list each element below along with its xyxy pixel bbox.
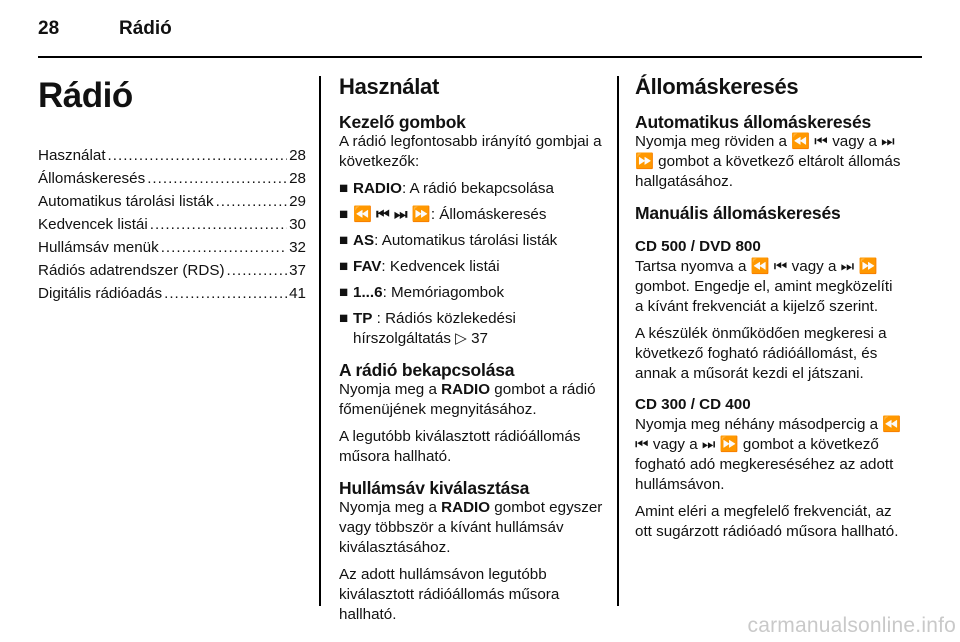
switch-on-heading: A rádió bekapcsolása [339,360,515,380]
cd300-heading: CD 300 / CD 400 [635,396,751,413]
toc-entry-page: 28 [289,170,306,187]
search-heading: Állomáskeresés [635,74,799,99]
control-key: ⏪ ⏮ ⏭ ⏩ [353,206,431,223]
auto-search-heading: Automatikus állomáskeresés [635,112,872,132]
cd500-paragraph: Tartsa nyomva a ⏪ ⏮ vagy a ⏭ ⏩ gombot. Engedje el, amint megközelíti a kívánt frekvenciát a kijelző szerint. [635,258,893,315]
toc-entry-label: Állomáskeresés [38,170,146,187]
cd500-note: A készülék önműködően megkeresi a következő fogható rádióállomást, és annak a műsorát kezdi el játszani. [635,325,887,382]
control-desc: : Automatikus tárolási listák [374,232,558,249]
toc-entry[interactable] [38,261,306,281]
chapter-title: Rádió [38,76,133,115]
toc-entry-page: 30 [289,216,306,233]
controls-heading: Kezelő gombok [339,112,466,132]
switch-on-note: A legutóbb kiválasztott rádióállomás műsora hallható. [339,428,581,465]
toc-entry[interactable] [38,146,306,166]
control-item [339,179,607,199]
bullet-icon: ■ [339,284,349,301]
band-paragraph: Nyomja meg a RADIO gombot egyszer vagy többször a kívánt hullámsáv kiválasztásához. [339,499,603,556]
toc-entry-label: Automatikus tárolási listák [38,193,214,210]
toc-entry[interactable] [38,238,306,258]
seek-forward-icon: ⏭ ⏩ [635,133,895,170]
page-number: 28 [38,18,60,39]
toc-leader-dots [150,215,287,235]
toc-leader-dots [108,146,288,166]
control-list [339,179,607,349]
search-column [635,72,905,549]
watermark: carmanualsonline.info [747,614,956,637]
toc-entry[interactable] [38,169,306,189]
toc-entry-page: 37 [289,262,306,279]
column-divider-left [319,76,321,606]
toc-entry-page: 28 [289,147,306,164]
usage-heading: Használat [339,74,440,99]
control-desc: : A rádió bekapcsolása [401,180,554,197]
bullet-icon: ■ [339,258,349,275]
toc-column [38,72,306,307]
cd300-paragraph: Nyomja meg néhány másodpercig a ⏪ ⏮ vagy a ⏭ ⏩ gombot a következő fogható adó megkereséséhez az adott hullámsávon. [635,416,902,493]
bullet-icon: ■ [339,232,349,249]
control-item [339,309,607,349]
seek-forward-icon: ⏭ ⏩ [701,436,739,453]
toc-entry[interactable] [38,192,306,212]
control-desc: : Rádiós közlekedési hírszolgáltatás [353,310,516,347]
toc-leader-dots [161,238,287,258]
control-key: FAV [353,258,382,275]
bullet-icon: ■ [339,310,349,327]
control-desc: : Kedvencek listái [381,258,500,275]
controls-intro: A rádió legfontosabb irányító gombjai a következők: [339,133,602,170]
toc-entry-label: Használat [38,147,106,164]
auto-search-paragraph: Nyomja meg röviden a ⏪ ⏮ vagy a ⏭ ⏩ gombot a következő eltárolt állomás hallgatásához. [635,133,901,190]
toc-leader-dots [216,192,288,212]
toc-entry-label: Rádiós adatrendszer (RDS) [38,262,225,279]
page-ref-number[interactable]: 37 [471,330,488,347]
toc-leader-dots [227,261,288,281]
band-note: Az adott hullámsávon legutóbb kiválasztott rádióállomás műsora hallható. [339,566,560,623]
control-desc: : Memóriagombok [382,284,505,301]
toc-leader-dots [147,169,287,189]
control-item [339,231,607,251]
toc-entry-page: 41 [289,285,306,302]
toc-entry-label: Kedvencek listái [38,216,148,233]
toc-leader-dots [164,284,287,304]
control-item [339,257,607,277]
toc-entry-label: Digitális rádióadás [38,285,163,302]
toc-entry-page: 32 [289,239,306,256]
toc-list [38,146,306,304]
cd300-note: Amint eléri a megfelelő frekvenciát, az ott sugárzott rádióadó műsora hallható. [635,503,899,540]
seek-back-icon: ⏪ ⏮ [750,258,788,275]
control-key: RADIO [353,180,402,197]
band-heading: Hullámsáv kiválasztása [339,478,530,498]
seek-back-icon: ⏪ ⏮ [791,133,828,150]
page-ref-arrow-icon[interactable]: ▷ [455,330,467,347]
toc-entry[interactable] [38,284,306,304]
control-desc: : Állomáskeresés [430,206,547,223]
cd500-heading: CD 500 / DVD 800 [635,238,761,255]
toc-entry-label: Hullámsáv menük [38,239,159,256]
toc-entry[interactable] [38,215,306,235]
running-title: Rádió [119,18,172,39]
bullet-icon: ■ [339,180,349,197]
control-key: TP [353,310,373,327]
usage-column [339,72,607,632]
switch-on-paragraph: Nyomja meg a RADIO gombot a rádió főmenüjének megnyitásához. [339,381,596,418]
bullet-icon: ■ [339,206,349,223]
control-key: AS [353,232,375,249]
control-item [339,283,607,303]
seek-forward-icon: ⏭ ⏩ [840,258,878,275]
manual-search-heading: Manuális állomáskeresés [635,203,841,223]
column-divider-right [617,76,619,606]
control-item [339,205,607,225]
control-key: 1...6 [353,284,383,301]
seek-back-icon: ⏪ ⏮ [635,416,902,453]
toc-entry-page: 29 [289,193,306,210]
header-rule [38,56,922,58]
